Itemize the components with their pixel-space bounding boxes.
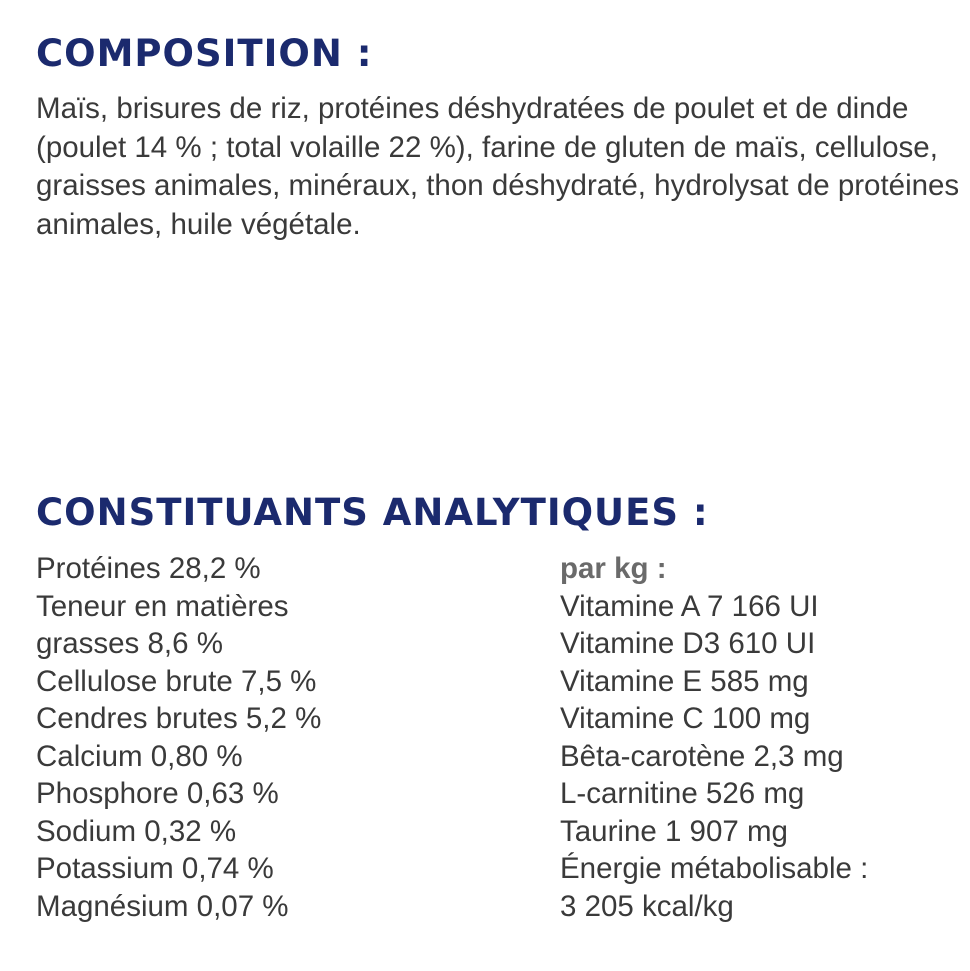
additive-line-energy-label: Énergie métabolisable : (560, 852, 869, 885)
composition-text: Maïs, brisures de riz, protéines déshydratées de poulet et de dinde (poulet 14 % ; total volaille 22 %), farine de gluten de maïs, cellulose, graisses animales, minéraux, thon déshydraté, hydrolysat de protéines animales, huile végétale. (36, 92, 960, 241)
additive-line-l-carnitine: L-carnitine 526 mg (560, 777, 805, 810)
additive-line-vitamin-a: Vitamine A 7 166 UI (560, 589, 819, 623)
analytic-line-crude-fibre: Cellulose brute 7,5 % (36, 664, 317, 698)
additive-line-vitamin-c: Vitamine C 100 mg (560, 702, 811, 735)
additive-line-taurine: Taurine 1 907 mg (560, 814, 788, 848)
analytic-line-proteins: Protéines 28,2 % (36, 552, 261, 585)
analytic-line-potassium: Potassium 0,74 % (36, 852, 274, 885)
analytic-right-column (560, 550, 868, 925)
per-kg-label: par kg : (560, 552, 667, 585)
analytic-line-sodium: Sodium 0,32 % (36, 814, 237, 848)
additive-line-vitamin-d3: Vitamine D3 610 UI (560, 627, 816, 660)
analytic-constituents-heading: CONSTITUANTS ANALYTIQUES : (36, 491, 709, 534)
composition-heading: COMPOSITION : (36, 32, 373, 75)
analytic-line-crude-ash: Cendres brutes 5,2 % (36, 702, 322, 735)
analytic-line-calcium: Calcium 0,80 % (36, 739, 243, 773)
additive-line-energy-value: 3 205 kcal/kg (560, 889, 734, 923)
additive-line-beta-carotene: Bêta-carotène 2,3 mg (560, 739, 844, 773)
analytic-left-column (36, 550, 321, 925)
analytic-line-magnesium: Magnésium 0,07 % (36, 889, 289, 923)
additive-line-vitamin-e: Vitamine E 585 mg (560, 664, 809, 698)
analytic-line-phosphorus: Phosphore 0,63 % (36, 777, 279, 810)
analytic-line-fat-content: Teneur en matières (36, 589, 289, 623)
analytic-line-fat-value: grasses 8,6 % (36, 627, 223, 660)
